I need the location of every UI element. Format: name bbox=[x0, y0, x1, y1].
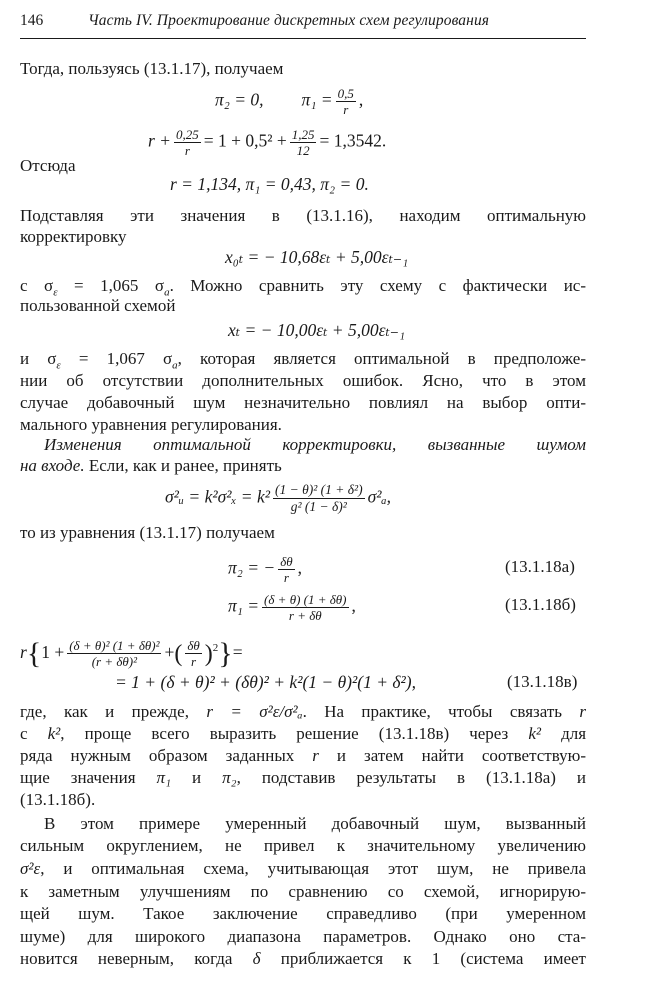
paragraph-line: с k², проще всего выразить решение (13.1.18в) через k² для bbox=[20, 724, 587, 743]
paragraph-line: Тогда, пользуясь (13.1.17), получаем bbox=[20, 59, 284, 78]
running-title: Часть IV. Проектирование дискретных схем регулирования bbox=[88, 12, 490, 29]
paragraph-line: то из уравнения (13.1.17) получаем bbox=[20, 523, 275, 542]
paragraph-line: с $\sigma_\varepsilon = 1,065$ $\sigma_a$. Можно сравнить эту схему с фактически ис- bbox=[20, 276, 586, 299]
paragraph-line: шуме) для широкого диапазона параметров. Однако оно ста- bbox=[20, 927, 586, 946]
equation-2: r + $\frac{0,25}{r}$ = 1 + 0,5² + $\frac{1,25}{12}$ = 1,3542. bbox=[148, 127, 387, 158]
paragraph-line: сильным округлением, не привел к значительному увеличению bbox=[20, 836, 586, 855]
paragraph-line: σ²ε, и оптимальная схема, учитывающая этот шум, не привела bbox=[20, 859, 586, 878]
paragraph-line: на входе. Если, как и ранее, принять bbox=[20, 456, 282, 475]
paragraph-line: новится неверным, когда δ приближается к 1 (система имеет bbox=[20, 949, 586, 968]
paragraph-line: пользованной схемой bbox=[20, 296, 176, 315]
equation-8: π₁ = $\frac{(\delta + \theta) (1 + \delta\theta)}{r + \delta\theta}$ , bbox=[228, 592, 356, 623]
paragraph-line: ряда нужным образом заданных r и затем найти соответствую- bbox=[20, 746, 587, 765]
header-rule bbox=[20, 38, 586, 39]
paragraph-line: и $\sigma_\varepsilon = 1,067$ $\sigma_a$, которая является оптимальной в предположе- bbox=[20, 349, 586, 372]
equation-7: π₂ = − $\frac{\delta\theta}{r}$ , bbox=[228, 554, 303, 585]
equation-number: (13.1.18б) bbox=[505, 595, 576, 614]
equation-5: xₜ = − 10,00εₜ + 5,00εₜ₋₁ bbox=[228, 320, 406, 340]
equation-9: r{1 + $\frac{\text{(δ + θ)² (1 + δθ)²}}{\text{(r + δθ)²}}$ +( $\frac{\delta\theta}{r}$ )$^2$}= bbox=[20, 636, 243, 670]
page-number: 146 bbox=[20, 12, 44, 29]
paragraph-line: случае добавочный шум незначительно повлиял на выбор опти- bbox=[20, 393, 586, 412]
paragraph-line: нии об отсутствии дополнительных ошибок. Ясно, что в этом bbox=[20, 371, 586, 390]
paragraph-line: корректировку bbox=[20, 227, 127, 246]
paragraph-line: Отсюда bbox=[20, 156, 76, 175]
equation-4: x₀ₜ = − 10,68εₜ + 5,00εₜ₋₁ bbox=[225, 247, 409, 267]
equation-3: r = 1,134, π₁ = 0,43, π₂ = 0. bbox=[170, 174, 369, 194]
paragraph-line: Подставляя эти значения в (13.1.16), находим оптимальную bbox=[20, 206, 586, 225]
paragraph-line: мального уравнения регулирования. bbox=[20, 415, 282, 434]
equation-10: = 1 + (δ + θ)² + (δθ)² + k²(1 − θ)²(1 + δ²), bbox=[115, 672, 416, 692]
equation-number: (13.1.18а) bbox=[505, 557, 575, 576]
equation-number: (13.1.18в) bbox=[507, 672, 578, 691]
paragraph-line: к заметным улучшениям по сравнению со схемой, игнорирую- bbox=[20, 882, 586, 901]
running-header bbox=[20, 12, 586, 34]
equation-6: σ²ᵤ = k²σ²ₓ = k² $\frac{\text{(1 − θ)² (1 + δ²)}}{\text{g² (1 − δ)²}}$ σ²ₐ, bbox=[165, 482, 391, 514]
paragraph-line: (13.1.18б). bbox=[20, 790, 96, 809]
paragraph-line: В этом примере умеренный добавочный шум, вызванный bbox=[44, 814, 586, 833]
paragraph-line: щей шум. Такое заключение справедливо (при умеренном bbox=[20, 904, 586, 923]
paragraph-line: щие значения π₁ и π₂, подставив результаты в (13.1.18а) и bbox=[20, 768, 587, 787]
paragraph-line: Изменения оптимальной корректировки, вызванные шумом bbox=[44, 435, 586, 454]
equation-1: π₂ = 0, π₁ = $\frac{0,5}{r}$ , bbox=[215, 86, 364, 117]
paragraph-line: где, как и прежде, r = σ²ε/σ²ₐ. На практике, чтобы связать r bbox=[20, 702, 587, 721]
